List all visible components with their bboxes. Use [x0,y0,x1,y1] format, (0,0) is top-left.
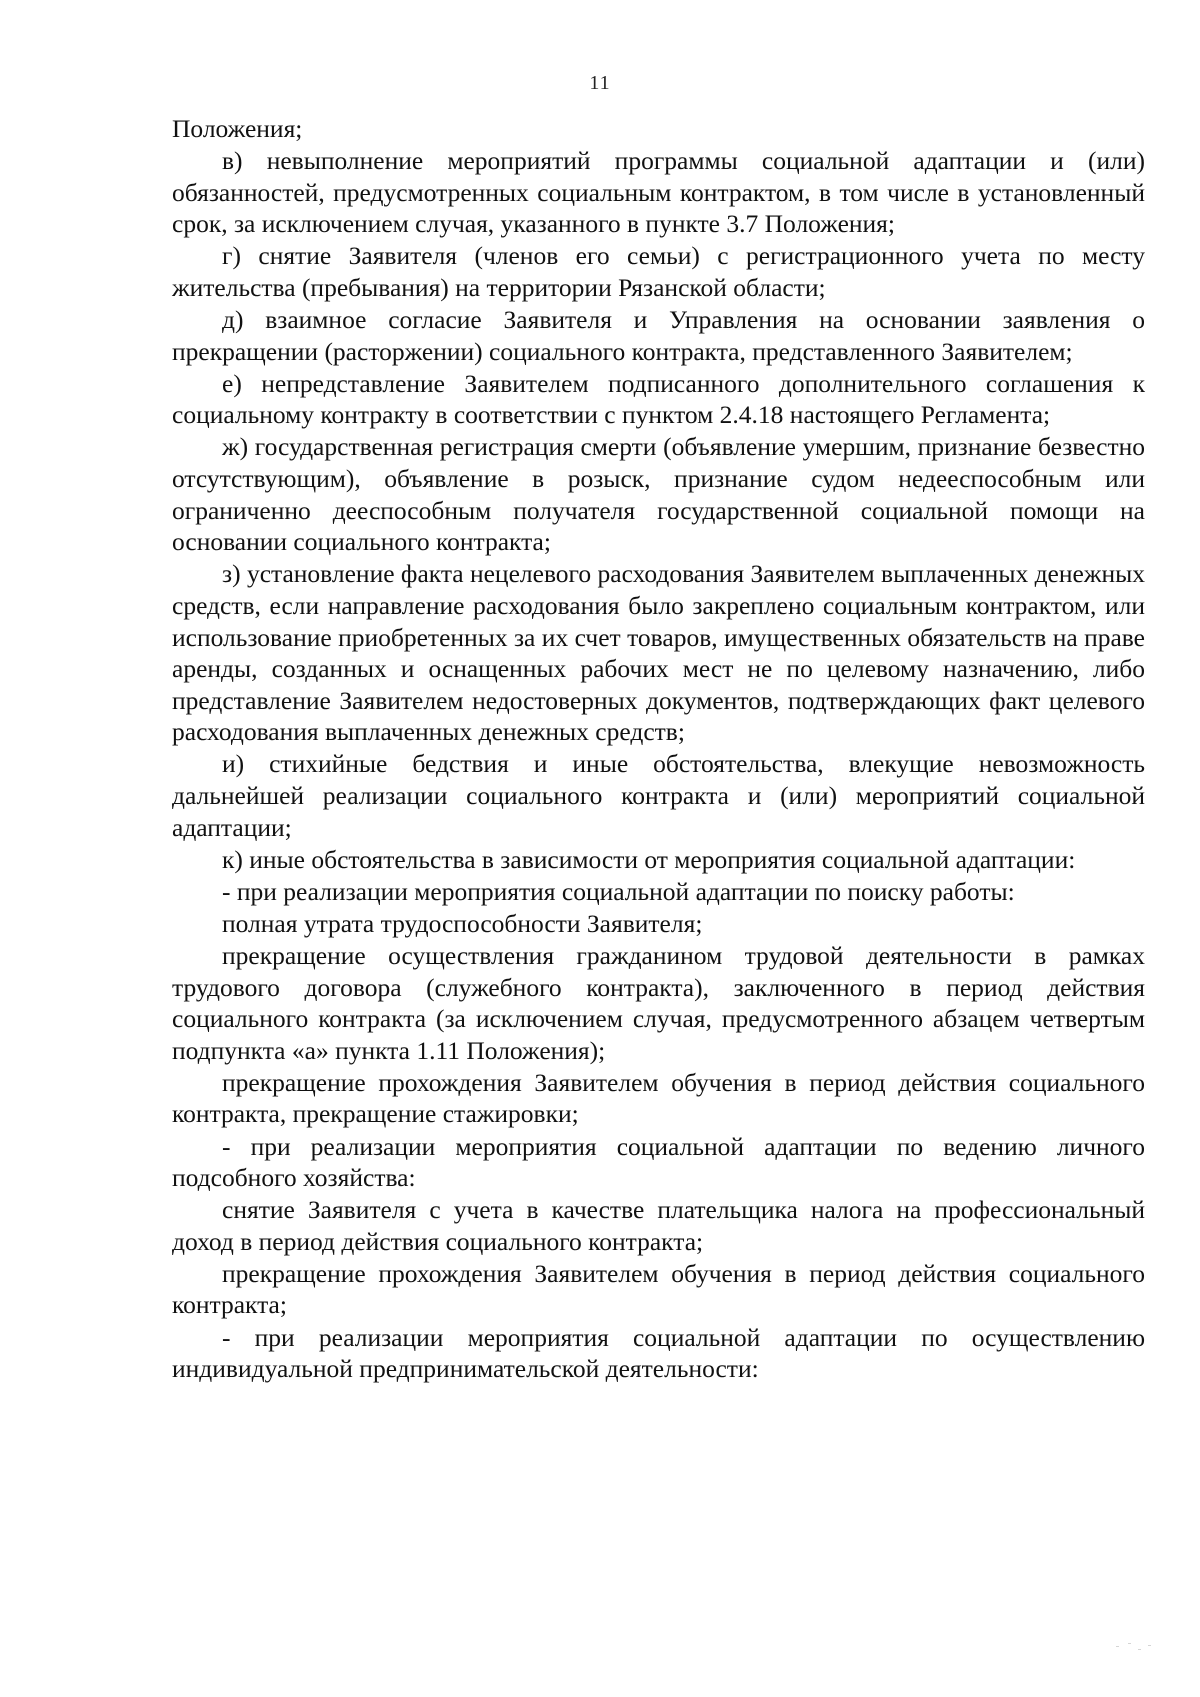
paragraph: в) невыполнение мероприятий программы социальной адаптации и (или) обязанностей, предусмотренных социальным контрактом, в том числе в установленный срок, за исключением случая, указанного в пункте 3.7 Положения; [172,146,1145,239]
scan-artifact [1114,1642,1154,1654]
paragraph: прекращение прохождения Заявителем обучения в период действия социального контракта, прекращение стажировки; [172,1067,1145,1129]
paragraph: прекращение осуществления гражданином трудовой деятельности в рамках трудового договора (служебного контракта), заключенного в период действия социального контракта (за исключением случая, предусмотренного абзацем четвертым подпункта «а» пункта 1.11 Положения); [172,940,1145,1065]
paragraph: - при реализации мероприятия социальной адаптации по поиску работы: [222,876,1015,906]
paragraph: - при реализации мероприятия социальной адаптации по ведению личного подсобного хозяйства: [172,1131,1145,1193]
paragraph: г) снятие Заявителя (членов его семьи) с регистрационного учета по месту жительства (пребывания) на территории Рязанской области; [172,241,1145,302]
paragraph: снятие Заявителя с учета в качестве плательщика налога на профессиональный доход в период действия социального контракта; [172,1195,1145,1256]
paragraph: прекращение прохождения Заявителем обучения в период действия социального контракта; [172,1258,1145,1320]
paragraph: к) иные обстоятельства в зависимости от мероприятия социальной адаптации: [222,844,1076,874]
paragraph: - при реализации мероприятия социальной адаптации по осуществлению индивидуальной предпринимательской деятельности: [172,1322,1145,1384]
document-body [172,113,1145,1385]
paragraph: з) установление факта нецелевого расходования Заявителем выплаченных денежных средств, если направление расходования было закреплено социальным контрактом, или использование приобретенных за их счет товаров, имущественных обязательств на праве аренды, созданных и оснащенных рабочих мест не по целевому назначению, либо представление Заявителем недостоверных документов, подтверждающих факт целевого расходования выплаченных денежных средств; [172,559,1145,747]
paragraph: Положения; [172,114,303,143]
page-number: 11 [589,72,611,94]
paragraph: е) непредставление Заявителем подписанного дополнительного соглашения к социальному контракту в соответствии с пунктом 2.4.18 настоящего Регламента; [172,368,1145,430]
paragraph: и) стихийные бедствия и иные обстоятельства, влекущие невозможность дальнейшей реализации социального контракта и (или) мероприятий социальной адаптации; [172,749,1145,842]
paragraph: ж) государственная регистрация смерти (объявление умершим, признание безвестно отсутствующим), объявление в розыск, признание судом недееспособным или ограниченно дееспособным получателя государственной социальной помощи на основании социального контракта; [172,432,1145,557]
paragraph: д) взаимное согласие Заявителя и Управления на основании заявления о прекращении (расторжении) социального контракта, представленного Заявителем; [172,305,1145,366]
paragraph: полная утрата трудоспособности Заявителя; [222,908,703,938]
